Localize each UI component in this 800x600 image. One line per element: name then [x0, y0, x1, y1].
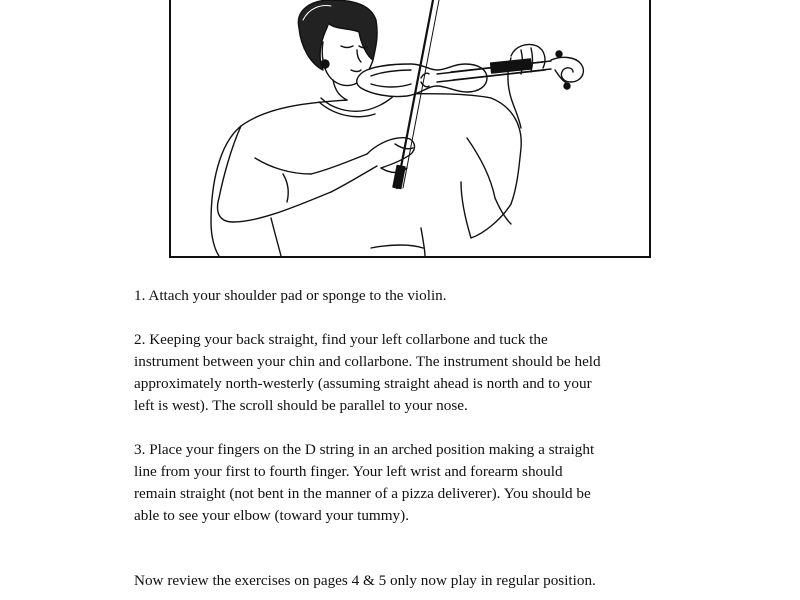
violinist-illustration: [169, 0, 651, 258]
instruction-line: remain straight (not bent in the manner of a pizza deliverer). You should be: [134, 485, 591, 502]
violinist-drawing-icon: [171, 0, 649, 256]
instruction-line: 1. Attach your shoulder pad or sponge to the violin.: [134, 287, 447, 304]
instruction-step-1: [134, 285, 714, 307]
instruction-line: 3. Place your fingers on the D string in an arched position making a straight: [134, 441, 595, 458]
instruction-line: instrument between your chin and collarbone. The instrument should be held: [134, 353, 601, 370]
instruction-line: approximately north-westerly (assuming straight ahead is north and to your: [134, 375, 592, 392]
instruction-step-3: [134, 439, 714, 527]
instruction-line: able to see your elbow (toward your tummy).: [134, 507, 409, 524]
instruction-line: left is west). The scroll should be parallel to your nose.: [134, 397, 468, 414]
instruction-line: 2. Keeping your back straight, find your left collarbone and tuck the: [134, 331, 548, 348]
review-line: Now review the exercises on pages 4 & 5 only now play in regular position.: [134, 572, 596, 589]
instruction-step-2: [134, 329, 714, 417]
instruction-line: line from your first to fourth finger. Your left wrist and forearm should: [134, 463, 563, 480]
review-note: [134, 570, 714, 592]
